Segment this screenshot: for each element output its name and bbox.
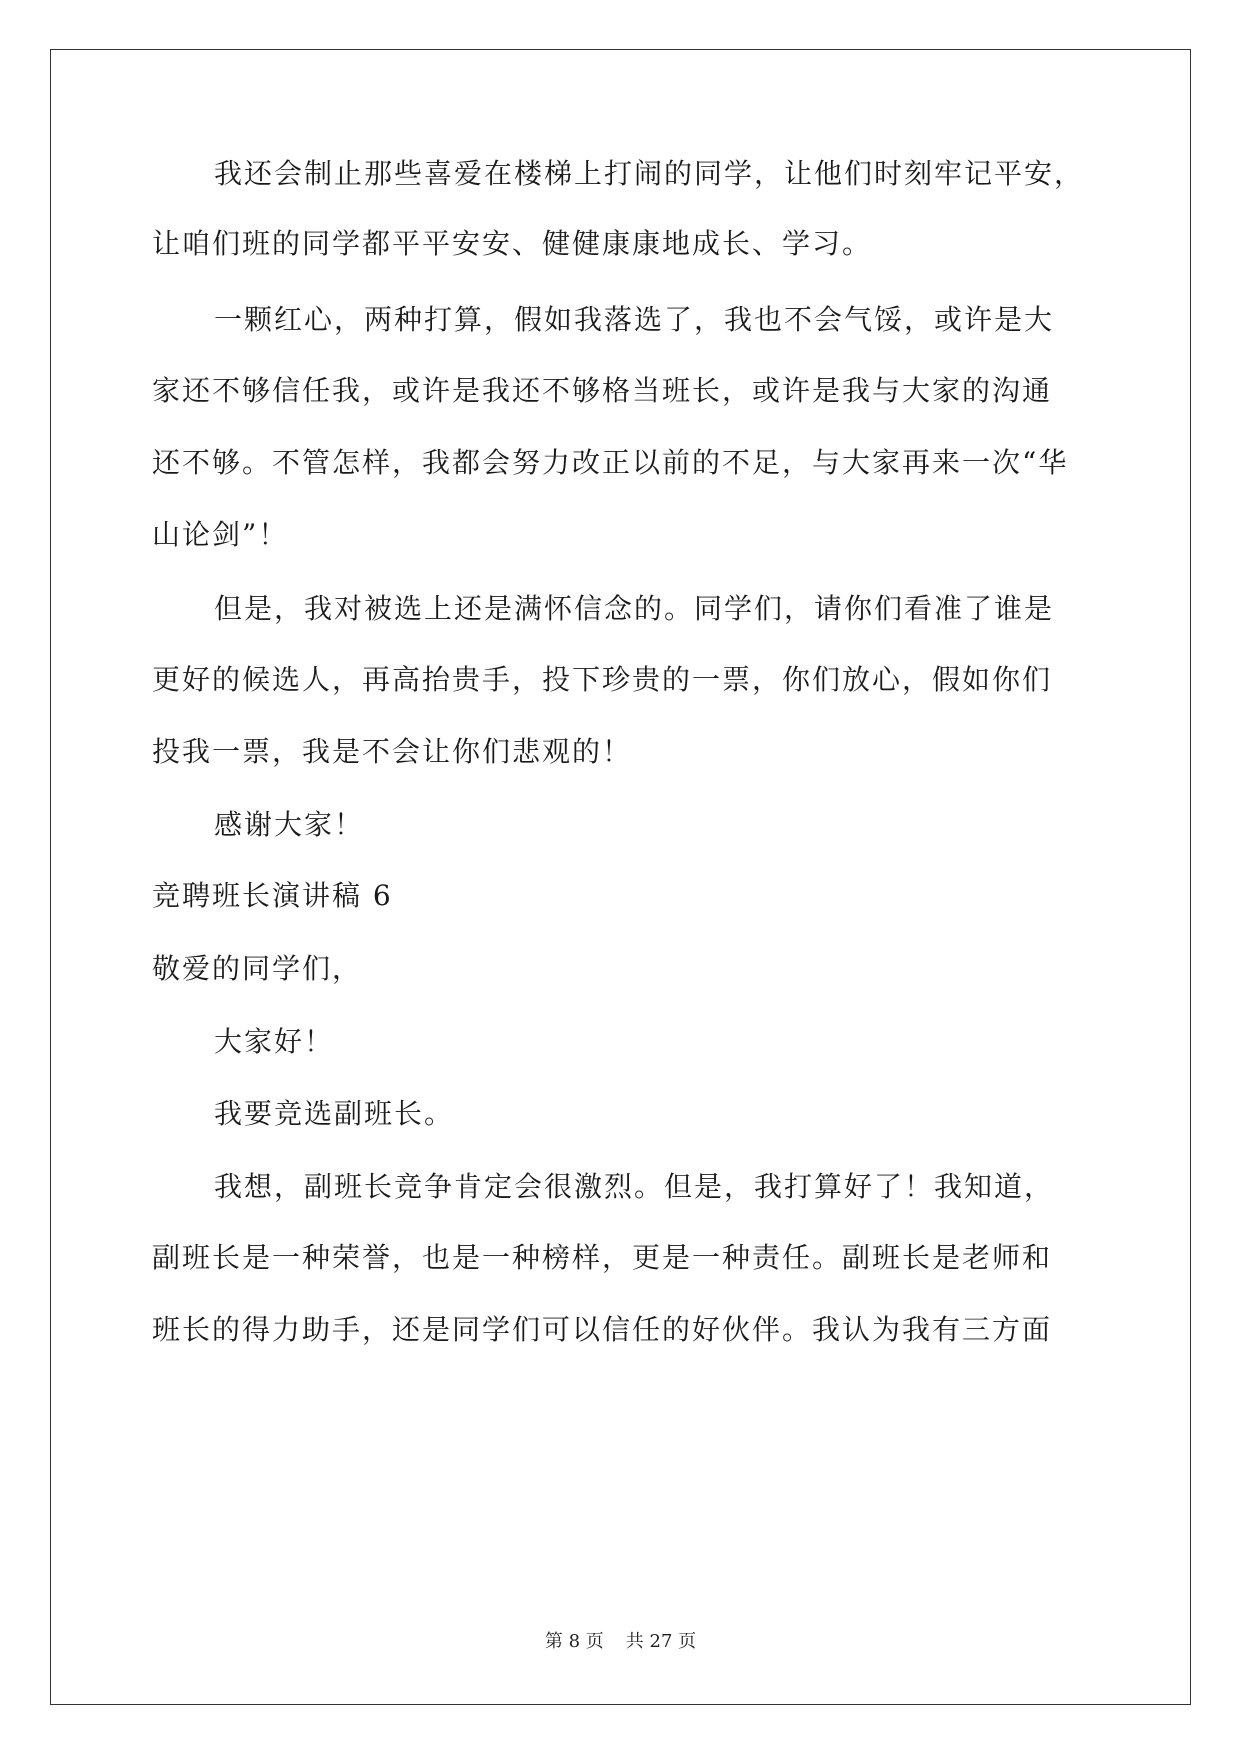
body-line: 我想，副班长竞争肯定会很激烈。但是，我打算好了！我知道， [214,1170,1055,1203]
page-number: 第 8 页 [544,1631,604,1652]
body-line: 还不够。不管怎样，我都会努力改正以前的不足，与大家再来一次“华 [152,446,1069,479]
body-line: 让咱们班的同学都平平安安、健健康康地成长、学习。 [152,227,873,260]
salutation: 敬爱的同学们， [152,952,363,985]
body-line: 一颗红心，两种打算，假如我落选了，我也不会气馁，或许是大 [214,303,1055,336]
greeting: 大家好！ [214,1025,335,1058]
body-line: 但是，我对被选上还是满怀信念的。同学们，请你们看准了谁是 [214,592,1055,625]
page-footer [0,1630,1241,1654]
body-line: 感谢大家！ [214,808,365,841]
body-line: 山论剑”！ [152,518,289,551]
body-line: 副班长是一种荣誉，也是一种榜样，更是一种责任。副班长是老师和 [152,1241,1053,1274]
body-line: 更好的候选人，再高抬贵手，投下珍贵的一票，你们放心，假如你们 [152,663,1053,696]
section-heading: 竞聘班长演讲稿 6 [152,879,393,912]
body-line: 我还会制止那些喜爱在楼梯上打闹的同学，让他们时刻牢记平安， [214,157,1085,190]
body-line: 家还不够信任我，或许是我还不够格当班长，或许是我与大家的沟通 [152,374,1053,407]
page-total: 共 27 页 [625,1631,697,1652]
body-line: 投我一票，我是不会让你们悲观的！ [152,735,633,768]
body-line: 班长的得力助手，还是同学们可以信任的好伙伴。我认为我有三方面 [152,1313,1053,1346]
body-line: 我要竞选副班长。 [214,1097,455,1130]
